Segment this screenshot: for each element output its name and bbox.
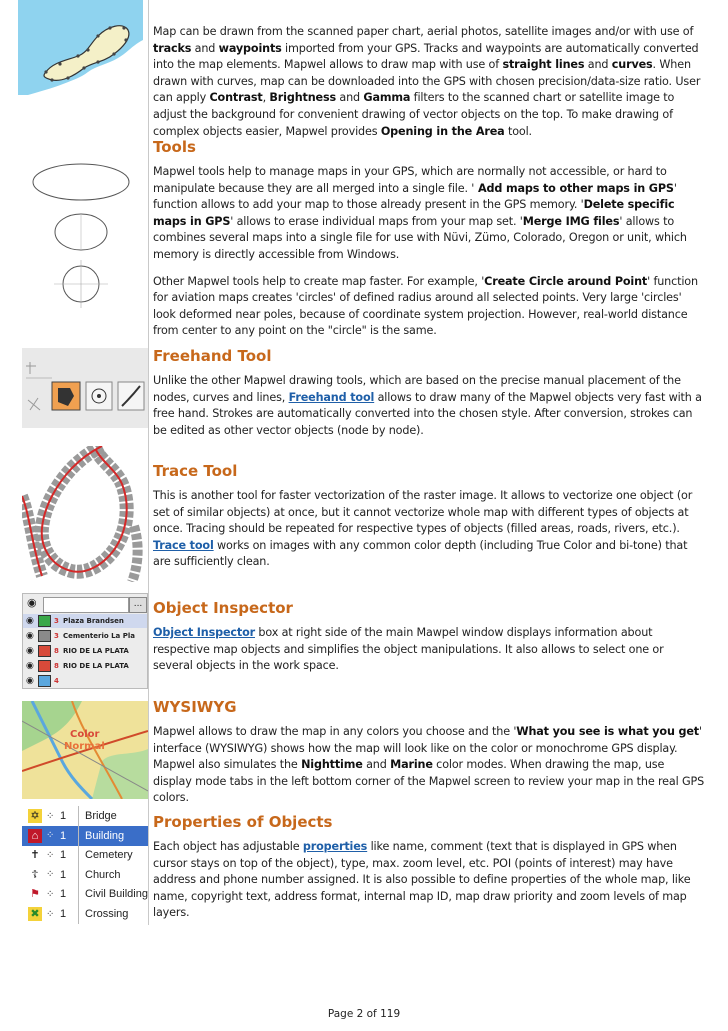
tools-paragraph-1: Mapwel tools help to manage maps in your GPS, which are normally not accessible, or hard to manipulate because they are all merged into a single file. ' Add maps to other maps in GPS' function allows to add your map to those already present in the GPS memory. 'Delete specific maps in GPS' allows to erase individual maps from your map set. 'Merge IMG files' allows to combines several maps into a single file for use with Nüvi, Zümo, Colorado, Oregon or unit, which memory is directly accessible from Windows.: [153, 165, 687, 261]
building-icon: ⌂: [28, 829, 42, 843]
wysiwyg-section: [153, 697, 705, 807]
row-separator: [78, 865, 79, 885]
properties-section: [153, 812, 705, 922]
civil-building-icon: ⚑: [28, 887, 42, 901]
tool-icon: ⁘: [46, 908, 55, 920]
freehand-heading: Freehand Tool: [153, 347, 272, 365]
eye-icon[interactable]: ◉: [26, 631, 34, 641]
freehand-section: [153, 346, 705, 439]
inspector-row[interactable]: [23, 644, 148, 658]
inspector-row[interactable]: [23, 629, 148, 643]
row-separator: [78, 826, 79, 846]
row-label: Crossing: [85, 908, 129, 920]
inspector-browse-button[interactable]: ...: [129, 597, 147, 613]
row-label: Building: [85, 829, 125, 842]
cemetery-icon: ✝: [28, 848, 42, 862]
object-type-swatch: [38, 630, 51, 642]
freehand-tool-link[interactable]: Freehand tool: [288, 390, 375, 404]
trace-paragraph: This is another tool for faster vectorization of the raster image. It allows to vectorize one object (or set of similar objects) at once, but it cannot vectorize whole map with different types of objects at once. Tracing should be repeated for respective types of objects (filled areas, roads, rivers, etc.). Trace tool works on images with any common color depth (including True Color and bi-tone) that are sufficiently clean.: [153, 489, 693, 569]
tool-icon: ⁘: [46, 810, 55, 822]
island-map-image: [18, 0, 143, 95]
property-row[interactable]: [22, 845, 148, 865]
tool-icon: ⁘: [46, 849, 55, 861]
row-separator: [78, 904, 79, 924]
trace-heading: Trace Tool: [153, 462, 238, 480]
church-icon: ☦: [28, 868, 42, 882]
freehand-paragraph: Unlike the other Mapwel drawing tools, which are based on the precise manual placement of the nodes, curves and lines, Freehand tool allows to draw many of the Mapwel objects very fast with a free hand. Strokes are automatically converted into the chosen style. After conversion, strokes can be edited as other vector objects (node by node).: [153, 374, 702, 437]
properties-paragraph: Each object has adjustable properties like name, comment (text that is displayed in GPS when cursor stays on top of the object), type, max. zoom level, etc. POI (points of interest) may have address and phone number assigned. It is also possible to define properties of the whole map, like name, copyright text, address format, internal map ID, map draw priority and zoom levels of map layers.: [153, 840, 691, 920]
row-label: Bridge: [85, 810, 117, 822]
intro-section: [153, 24, 705, 140]
trace-section: [153, 461, 705, 571]
row-level: 1: [60, 810, 67, 822]
binoculars-icon: ◉: [27, 596, 37, 609]
row-level: 1: [60, 849, 67, 862]
bridge-icon: ✡: [28, 809, 42, 823]
inspector-row[interactable]: [23, 614, 148, 628]
eye-icon[interactable]: ◉: [26, 661, 34, 671]
property-row[interactable]: [22, 884, 148, 904]
row-label: Church: [85, 868, 121, 881]
wysiwyg-map-image: [22, 701, 148, 799]
intro-paragraph: Map can be drawn from the scanned paper chart, aerial photos, satellite images and/or with use of tracks and waypoints imported from your GPS. Tracks and waypoints are automatically converted into the map elements. Mapwel allows to draw map with use of straight lines and curves. When drawn with curves, map can be downloaded into the GPS with chosen precision/data-size ratio. User can apply Contrast, Brightness and Gamma filters to the scanned chart or satellite image to adjust the background for convenient drawing of vector objects on the top. To make drawing of complex objects easier, Mapwel provides Opening in the Area tool.: [153, 25, 701, 138]
trace-raster-image: [22, 446, 148, 582]
tool-icon: ⁘: [46, 888, 55, 900]
inspector-heading: Object Inspector: [153, 599, 293, 617]
row-level: 8: [54, 647, 59, 655]
properties-heading: Properties of Objects: [153, 813, 333, 831]
row-level: 1: [60, 888, 67, 901]
object-type-swatch: [38, 645, 51, 657]
eye-icon[interactable]: ◉: [26, 676, 34, 686]
page-number: Page 2 of 119: [327, 1008, 401, 1020]
row-label: Plaza Brandsen: [63, 617, 124, 625]
crossing-icon: ✖: [28, 907, 42, 921]
row-label: Cementerio La Pla: [63, 632, 135, 640]
tools-section: [153, 137, 705, 340]
eye-icon[interactable]: ◉: [26, 646, 34, 656]
properties-link[interactable]: properties: [302, 840, 368, 853]
inspector-search-input[interactable]: [43, 597, 129, 613]
row-level: 8: [54, 662, 59, 670]
row-separator: [78, 845, 79, 865]
eye-icon[interactable]: ◉: [26, 616, 34, 626]
circles-projection-image: [26, 160, 136, 310]
normal-mode-label: Normal: [64, 741, 105, 752]
row-level: 4: [54, 677, 59, 685]
row-level: 1: [60, 908, 67, 920]
tools-paragraph-2: Other Mapwel tools help to create map faster. For example, 'Create Circle around Point' function for aviation maps creates 'circles' of defined radius around all selected points. Very large 'circles' look deformed near poles, because of coordinate system projection. However, real-world distance from center to any point on the "circle" is the same.: [153, 274, 698, 338]
column-divider: [148, 0, 149, 925]
inspector-row[interactable]: [23, 674, 148, 688]
tools-heading: Tools: [153, 138, 196, 156]
row-label: Civil Building: [85, 888, 148, 901]
row-level: 1: [60, 868, 67, 881]
row-label: Cemetery: [85, 849, 133, 862]
row-separator: [78, 806, 79, 826]
property-row[interactable]: [22, 806, 148, 826]
object-inspector-panel-image: [22, 593, 148, 689]
property-row[interactable]: [22, 826, 148, 846]
inspector-paragraph: Object Inspector box at right side of the main Mawpel window displays information about respective map objects and simplifies the object manipulations. It also allows to select one or several objects in the work space.: [153, 626, 664, 673]
row-level: 1: [60, 829, 67, 842]
row-separator: [78, 884, 79, 904]
object-type-swatch: [38, 660, 51, 672]
object-type-swatch: [38, 675, 51, 687]
color-mode-label: Color: [70, 729, 100, 740]
property-row[interactable]: [22, 904, 148, 924]
inspector-row[interactable]: [23, 659, 148, 673]
inspector-section: [153, 598, 705, 675]
row-level: 3: [54, 617, 59, 625]
row-label: RIO DE LA PLATA: [63, 647, 129, 655]
tool-icon: ⁘: [46, 830, 55, 842]
property-row[interactable]: [22, 865, 148, 885]
row-label: RIO DE LA PLATA: [63, 662, 129, 670]
trace-tool-link[interactable]: Trace tool: [153, 538, 214, 552]
tool-icon: ⁘: [46, 869, 55, 881]
object-type-swatch: [38, 615, 51, 627]
wysiwyg-paragraph: Mapwel allows to draw the map in any colors you choose and the 'What you see is what you get' interface (WYSIWYG) shows how the map will look like on the color or monochrome GPS display. Mapwel also simulates the Nighttime and Marine color modes. When drawing the map, use display mode tabs in the left bottom corner of the Mapwel screen to review your map in the real GPS colors.: [153, 725, 705, 805]
object-inspector-link[interactable]: Object Inspector: [153, 626, 255, 639]
wysiwyg-heading: WYSIWYG: [153, 698, 237, 716]
row-level: 3: [54, 632, 59, 640]
freehand-toolbar-image: [22, 348, 148, 428]
properties-list-image: [22, 806, 148, 924]
